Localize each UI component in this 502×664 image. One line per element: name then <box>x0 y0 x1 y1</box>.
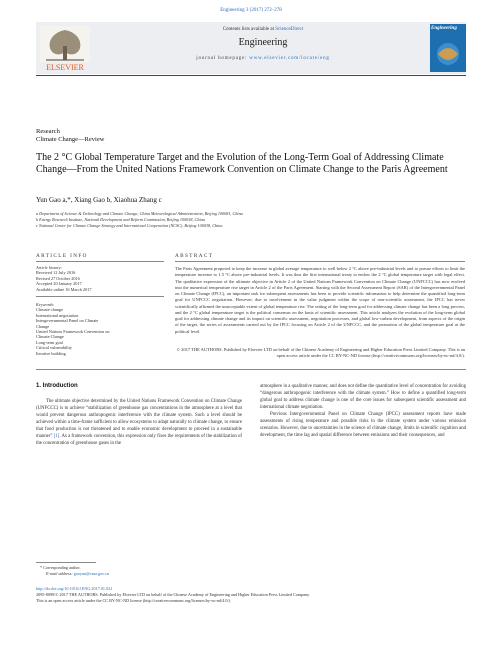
abstract-bottom-rule <box>36 369 466 370</box>
article-info <box>36 265 164 356</box>
email-note: E-mail address: gaoyun@cma.gov.cn <box>46 571 109 576</box>
reference-link[interactable]: [1] <box>53 434 60 440</box>
keywords-rule <box>36 296 164 297</box>
author-list[interactable]: Yun Gao a,*, Xiang Gao b, Xiaohua Zhang c <box>36 196 162 204</box>
keyword-item: United Nations Framework Convention on <box>36 329 110 335</box>
ipcc-paragraph: Previous Intergovernmental Panel on Climate Change (IPCC) assessment reports have made assessments of rising temperature and possible risks in the climate system under various emission scenarios. However, due to uncertainties in the science of climate change, limits in scientific cognition and development, the time lag and spatial difference between emissions and their consequences, and <box>260 412 466 439</box>
sciencedirect-link[interactable]: ScienceDirect <box>275 27 304 32</box>
keywords-label: Keywords: <box>36 302 55 308</box>
article-title: The 2 °C Global Temperature Target and the Evolution of the Long-Term Goal of Addressing Climate Change—From the United Nations Framework Convention on Climate Change to the Paris Agreement <box>36 152 448 175</box>
cover-title: Engineering <box>431 26 457 31</box>
keyword-item: Critical vulnerability <box>36 345 72 351</box>
email-link[interactable]: gaoyun@cma.gov.cn <box>73 571 109 576</box>
affiliation-c: c National Center for Climate Change Strategy and International Cooperation (NCSC), Beijing 100038, China <box>36 223 223 228</box>
affiliation-b: b Energy Research Institute, National Development and Reform Commission, Beijing 100038, China <box>36 217 205 222</box>
abstract-rule <box>175 261 465 262</box>
history-accepted: Accepted 20 January 2017 <box>36 281 82 287</box>
journal-citation[interactable]: Engineering 3 (2017) 272–278 <box>220 8 282 13</box>
journal-cover-thumbnail <box>430 24 466 72</box>
abstract-heading: ABSTRACT <box>175 253 214 259</box>
affiliation-a: a Department of Science & Technology and Climate Change, China Meteorological Administration, Beijing 100081, China <box>36 211 243 216</box>
elsevier-wordmark: ELSEVIER <box>46 63 84 72</box>
intro-paragraph: The ultimate objective determined by the United Nations Framework Convention on Climate Change (UNFCCC) is to achieve “stabilization of greenhouse gas concentrations in the atmosphere at a level that would prevent dangerous anthropogenic interference with the climate system. Such a level should be achieved within a time-frame sufficient to allow ecosystems to adapt naturally to climate change, to ensure that food production is not threatened and to enable economic development to proceed in a sustainable manner” [1]. As a framework convention, this expression only fixes the requirements of the stabilization of the concentration of greenhouse gases in the <box>36 399 242 447</box>
continued-paragraph: atmosphere in a qualitative manner, and does not define the quantitative level of concentration for avoiding “dangerous anthropogenic interference with the climate system.” How to define a quantified long-term global goal to address climate change is one of the core issues for subsequent scientific assessment and international climate negotiation. <box>260 384 466 411</box>
elsevier-tree-logo <box>36 22 94 74</box>
article-info-rule <box>36 261 164 262</box>
article-section: Research Climate Change—Review <box>36 128 105 143</box>
contents-availability: Contents lists available at ScienceDirect <box>222 27 304 32</box>
keyword-item: International negotiation <box>36 312 79 318</box>
abstract-copyright: © 2017 THE AUTHORS. Published by Elsevier LTD on behalf of the Chinese Academy of Engineering and Higher Education Press Limited Company. This is an open access article under the CC BY-NC-ND license (http://creativecommons.org/licenses/by-nc-nd/4.0/). <box>176 347 465 359</box>
keyword-item: Long-term goal <box>36 339 63 345</box>
article-info-heading: ARTICLE INFO <box>36 253 88 259</box>
journal-name: Engineering <box>238 37 288 48</box>
corresponding-author-note: * Corresponding author. <box>40 565 81 570</box>
keyword-item: Climate Change <box>36 334 64 340</box>
keyword-item: Climate change <box>36 307 63 313</box>
header-divider <box>36 75 466 76</box>
history-online: Available online 16 March 2017 <box>36 286 92 292</box>
keyword-item: Intergovernmental Panel on Climate <box>36 318 99 324</box>
journal-homepage: journal homepage: www.elsevier.com/locate/eng <box>196 56 330 61</box>
footnote-rule <box>36 562 96 563</box>
body-column-right <box>260 383 466 439</box>
keyword-item: Iterative building <box>36 350 66 356</box>
issn-copyright-line: 2095-8099/© 2017 THE AUTHORS. Published by Elsevier LTD on behalf of the Chinese Academy of Engineering and Higher Education Press Limited Company. <box>36 592 311 597</box>
body-column-left <box>36 398 242 447</box>
abstract-text: The Paris Agreement proposed to keep the increase in global average temperature to well below 2 °C above pre-industrial levels and to pursue efforts to limit the temperature increase to 1.5 °C above pre-industrial levels. It was thus the first international treaty to endow the 2 °C global temperature target with legal effect. The qualitative expression of the ultimate objective in Article 2 of the United Nations Framework Convention on Climate Change (UNFCCC) has now evolved into the numerical temperature rise target in Article 2 of the Paris Agreement. Starting with the Second Assessment Report (SAR) of the Intergovernmental Panel on Climate Change (IPCC), an important task for subsequent assessments has been to provide scientific information to help determine the quantified long-term goal for UNFCCC negotiation. However, due to involvement in the value judgment within the scope of non-scientific assessment, the IPCC has never scientifically affirmed the unacceptable extent of global temperature rise. The setting of the long-term goal for addressing climate change has been a long process, and the 2 °C global temperature target is the political consensus on the basis of scientific assessment. This article analyzes the evolution of the long-term global goal for addressing climate change and its impact on scientific assessment, negotiation processes, and global low-carbon development, from aspects of the origin of the target, the series of assessments carried out by the IPCC focusing on Article 2 of the UNFCCC, and the promotion of the global temperature goal at the political level. <box>175 266 465 334</box>
history-label: Article history: <box>36 265 63 270</box>
history-revised: Revised 27 October 2016 <box>36 275 80 281</box>
keyword-item: Change <box>36 323 50 329</box>
license-line: This is an open access article under the CC BY-NC-ND license (http://creativecommons.org/licenses/by-nc-nd/4.0/). <box>36 598 232 603</box>
doi-link[interactable]: http://dx.doi.org/10.1016/J.ENG.2017.01.022 <box>36 586 113 591</box>
introduction-heading: 1. Introduction <box>36 383 78 389</box>
history-received: Received 12 July 2016 <box>36 270 76 276</box>
homepage-link[interactable]: www.elsevier.com/locate/eng <box>249 56 330 61</box>
